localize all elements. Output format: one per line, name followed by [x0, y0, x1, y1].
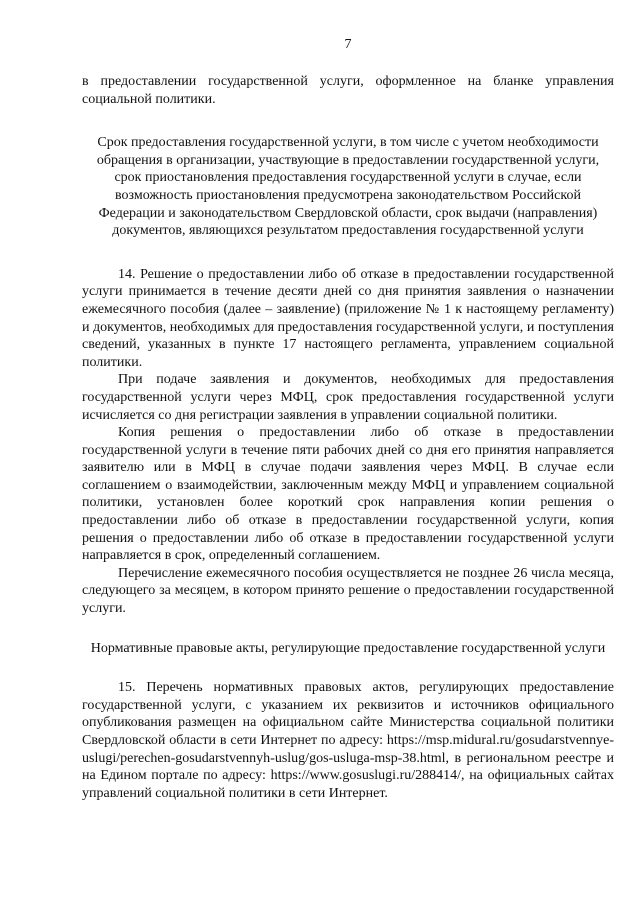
gosuslugi-url-link[interactable]: https://www.gosuslugi.ru/288414/,	[270, 768, 465, 784]
paragraph-14-1: 14. Решение о предоставлении либо об отказе в предоставлении государственной услуги принимается в течение десяти дней со дня принятия заявления о назначении ежемесячного пособия (далее – заявление) (приложение № 1 к настоящему регламенту) и документов, необходимых для предоставления государственной услуги, и поступления сведений, указанных в пункте 17 настоящего регламента, управлением социальной политики.	[82, 266, 614, 370]
intro-continuation-paragraph: в предоставлении государственной услуги, оформленное на бланке управления социальной политики.	[82, 74, 614, 107]
section-heading-term: Срок предоставления государственной услуги, в том числе с учетом необходимости обращения в организации, участвующие в предоставлении государственной услуги, срок приостановления предоставления государственной услуги в случае, если возможность приостановления предусмотрена законодательством Российской Федерации и законодательством Свердловской области, срок выдачи (направления) документов, являющихся результатом предоставления государственной услуги	[96, 135, 600, 239]
paragraph-15-middle: в региональном реестре и на Едином портале по адресу:	[82, 750, 614, 784]
paragraph-14-2: При подаче заявления и документов, необходимых для предоставления государственной услуги через МФЦ, срок предоставления государственной услуги исчисляется со дня регистрации заявления в управлении социальной политики.	[82, 372, 614, 423]
section-heading-acts: Нормативные правовые акты, регулирующие предоставление государственной услуги	[90, 640, 606, 656]
paragraph-15	[82, 679, 614, 802]
spacer	[82, 618, 614, 640]
spacer	[82, 240, 614, 266]
paragraph-14-4: Перечисление ежемесячного пособия осуществляется не позднее 26 числа месяца, следующего за месяцем, в котором принято решение о предоставлении государственной услуги.	[82, 565, 614, 617]
paragraph-15-tail: на официальных сайтах управлений социальной политики в сети Интернет.	[82, 768, 614, 801]
page-number: 7	[344, 37, 352, 52]
spacer	[82, 108, 614, 134]
ministry-url-link[interactable]: https://msp.midural.ru/gosudarstvennye-uslugi/perechen-gosudarstvennyh-uslug/gos-usluga-msp-38.html,	[82, 733, 614, 766]
paragraph-15-text: 15. Перечень нормативных правовых актов, регулирующих предоставление государственной услуги, с указанием их реквизитов и источников официального опубликования размещен на официальном сайте Министерства социальной политики Свердловской области в сети Интернет по адресу:	[82, 680, 614, 748]
spacer	[82, 657, 614, 679]
paragraph-14-3: Копия решения о предоставлении либо об отказе в предоставлении государственной услуги в течение пяти рабочих дней со дня его принятия направляется заявителю или в МФЦ в случае подачи заявления через МФЦ. В случае если соглашением о взаимодействии, заключенным между МФЦ и управлением социальной политики, установлен более короткий срок направления копии решения о предоставлении либо об отказе в предоставлении государственной услуги, копия решения о предоставлении либо об отказе в предоставлении государственной услуги направляется в срок, определенный соглашением.	[82, 425, 614, 564]
document-page	[82, 36, 614, 802]
